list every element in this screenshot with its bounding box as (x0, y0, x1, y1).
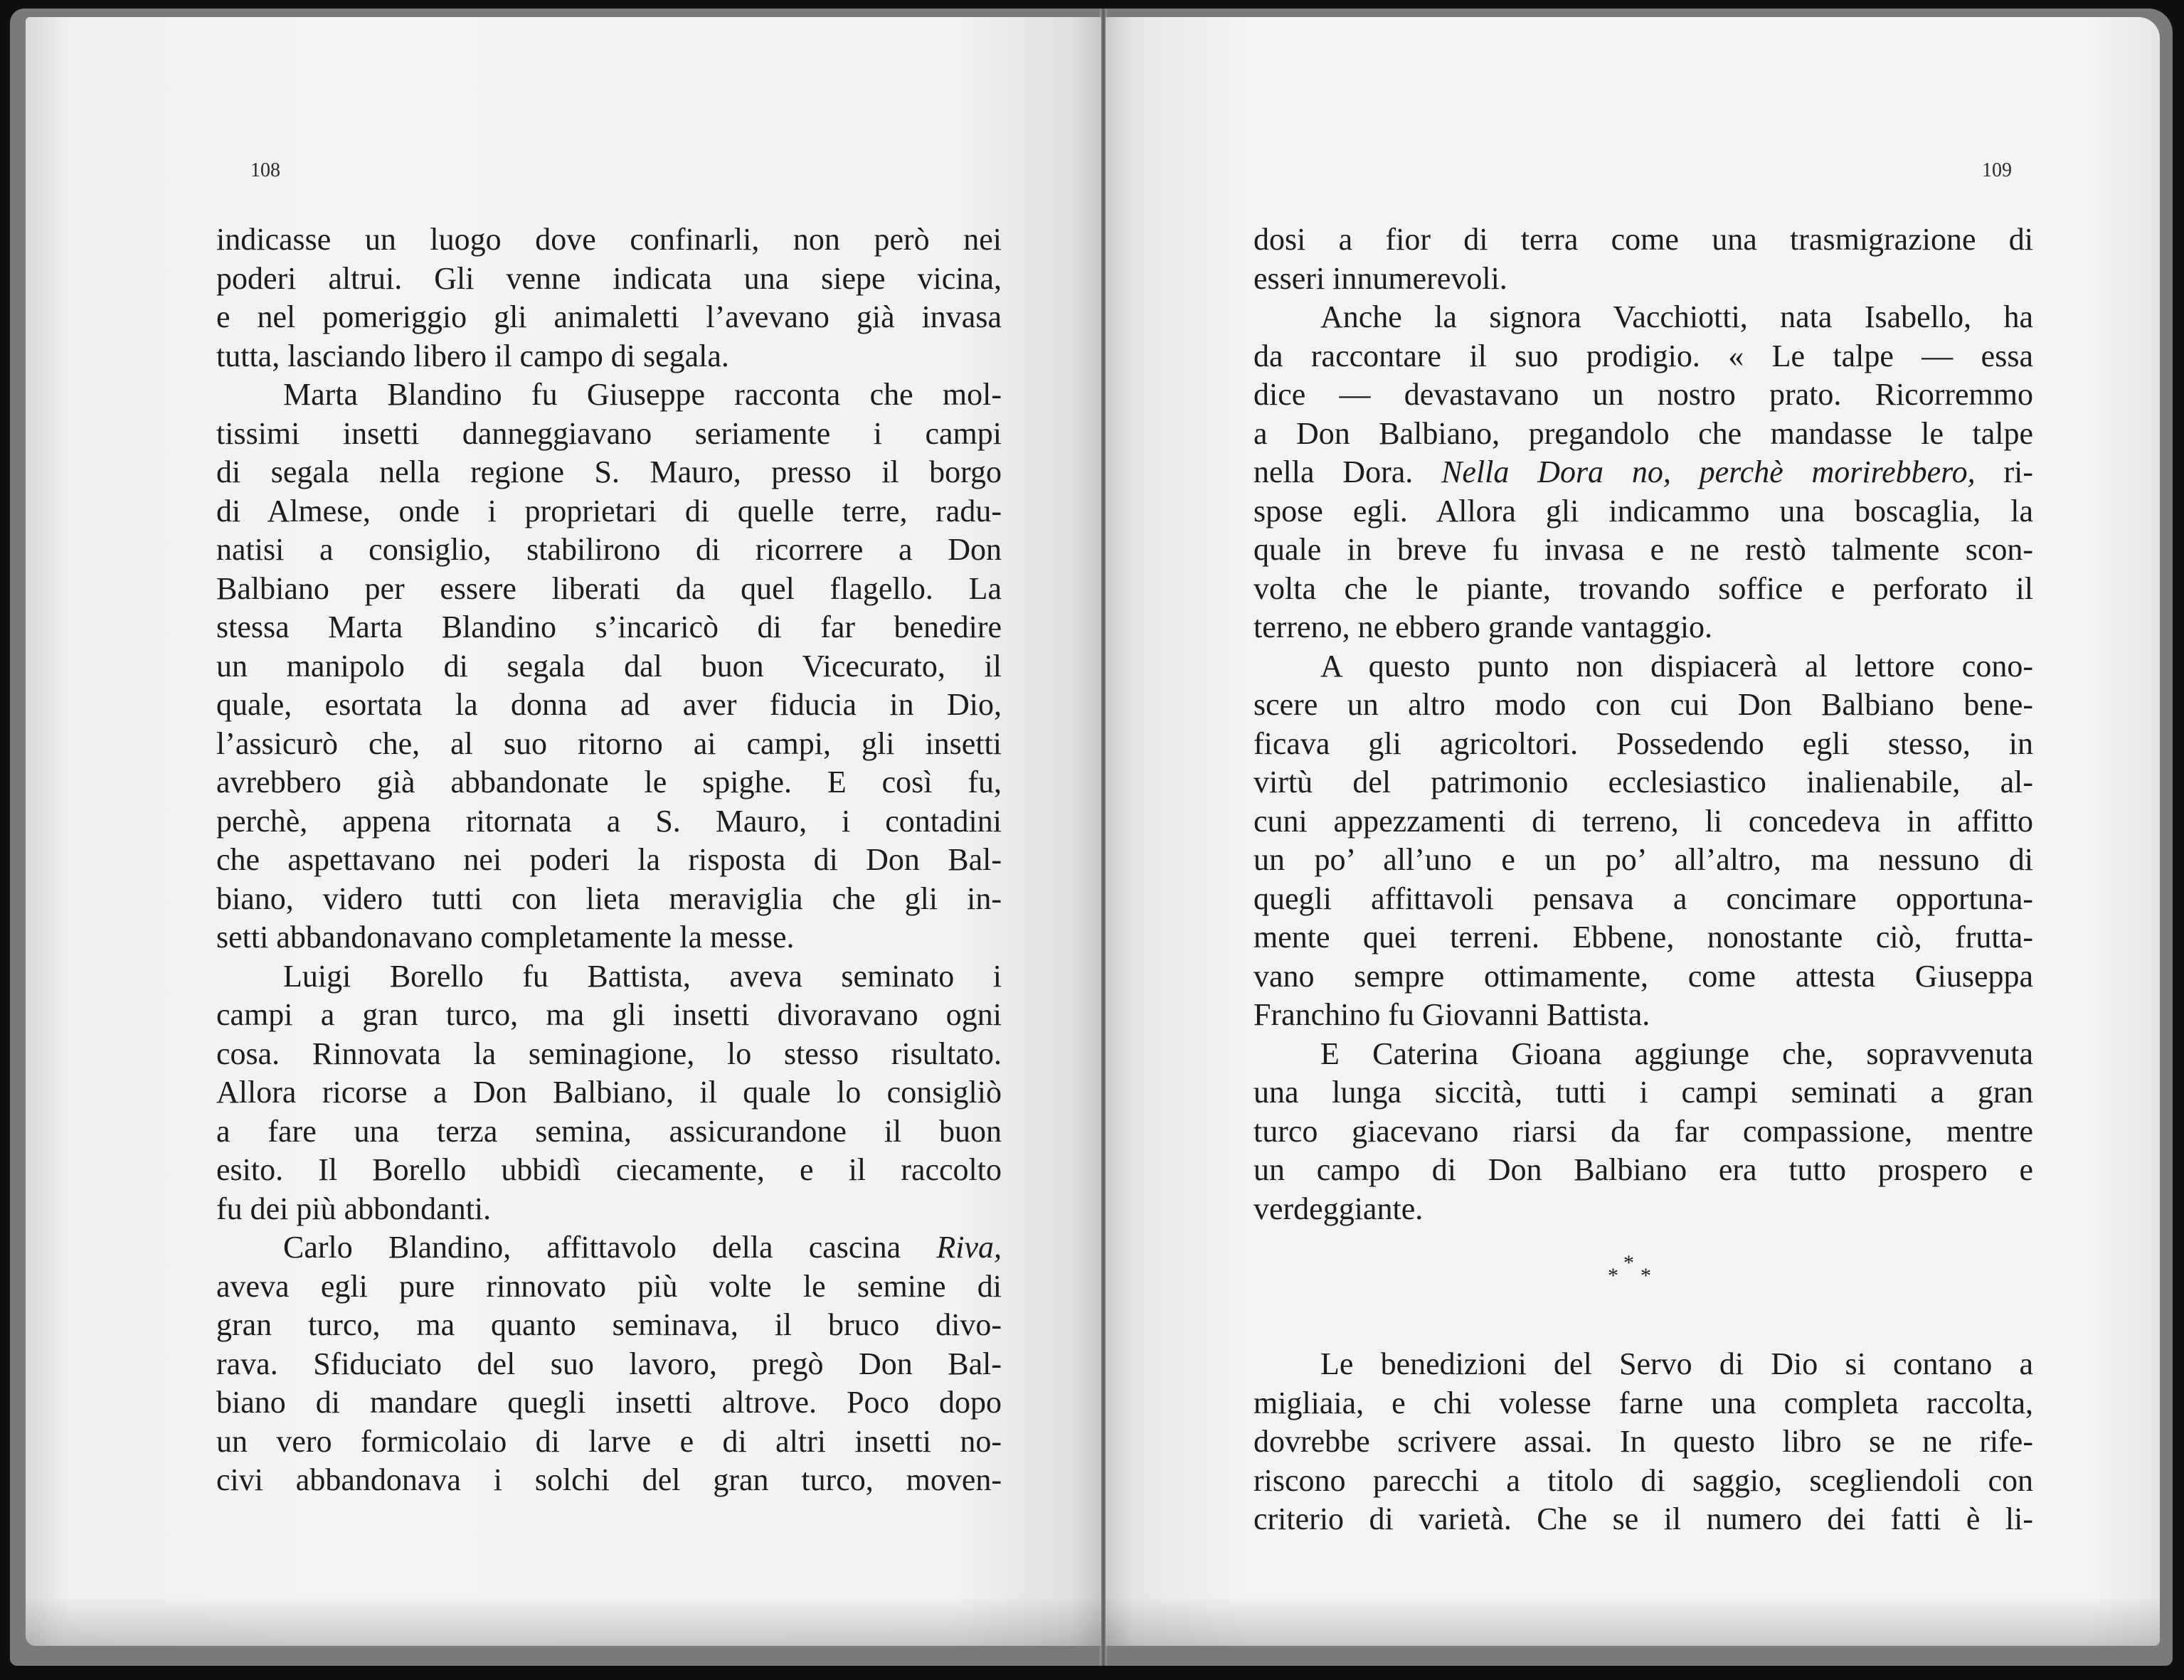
asterisk-left: * (1608, 1264, 1618, 1287)
text-line: stessa Marta Blandino s’incaricò di far benedire (216, 610, 1002, 644)
text-line: un po’ all’uno e un po’ all’altro, ma nessuno di (1253, 842, 2033, 877)
text-line: dovrebbe scrivere assai. In questo libro se ne rife- (1253, 1424, 2033, 1459)
text-line: a fare una terza semina, assicurandone il buon (216, 1113, 1002, 1149)
text-line: un campo di Don Balbiano era tutto prospero e (1253, 1152, 2033, 1187)
right-page (1106, 17, 2160, 1646)
text-line-start: nella Dora. (1253, 454, 1442, 489)
text-line: spose egli. Allora gli indicammo una boscaglia, la (1253, 493, 2033, 528)
text-line: scere un altro modo con cui Don Balbiano bene- (1253, 687, 2033, 722)
text-line: e nel pomeriggio gli animaletti l’avevano già invasa (216, 299, 1002, 334)
text-line: natisi a consiglio, stabilirono di ricorrere a Don (216, 532, 1002, 567)
text-line: un manipolo di segala dal buon Vicecurato, il (216, 648, 1002, 684)
text-line: quale, esortata la donna ad aver fiducia in Dio, (216, 687, 1002, 722)
text-line: terreno, ne ebbero grande vantaggio. (1253, 610, 1713, 644)
text-line: da raccontare il suo prodigio. « Le talpe — essa (1253, 338, 2033, 373)
text-line: rava. Sfiduciato del suo lavoro, pregò Don Bal- (216, 1346, 1002, 1381)
text-line: dice — devastavano un nostro prato. Ricorremmo (1253, 377, 2033, 412)
text-line: fu dei più abbondanti. (216, 1191, 492, 1226)
text-line (1253, 453, 2033, 492)
page-number: 109 (1982, 159, 2012, 181)
text-line: A questo punto non dispiacerà al lettore cono- (1320, 648, 2033, 684)
text-line: mente quei terreni. Ebbene, nonostante ciò, frutta- (1253, 920, 2033, 955)
text-line: gran turco, ma quanto seminava, il bruco divo- (216, 1307, 1002, 1342)
text-line: dosi a fior di terra come una trasmigrazione di (1253, 222, 2033, 257)
text-line: vano sempre ottimamente, come attesta Giuseppa (1253, 958, 2033, 994)
text-line: tissimi insetti danneggiavano seriamente i campi (216, 415, 1002, 451)
italic-word: Riva, (936, 1230, 1002, 1265)
text-line: ficava gli agricoltori. Possedendo egli stesso, in (1253, 725, 2033, 761)
text-line: civi abbandonava i solchi del gran turco, moven- (216, 1462, 1002, 1497)
open-book (10, 9, 2173, 1666)
page-number: 108 (250, 159, 280, 181)
text-line (216, 1228, 1002, 1267)
text-line: perchè, appena ritornata a S. Mauro, i contadini (216, 803, 1002, 839)
text-line: Luigi Borello fu Battista, aveva seminato i (283, 958, 1002, 994)
text-line: che aspettavano nei poderi la risposta di Don Bal- (216, 842, 1002, 877)
text-line: verdeggiante. (1253, 1191, 1424, 1226)
text-line: biano di mandare quegli insetti altrove. Poco dopo (216, 1385, 1002, 1420)
text-line: di segala nella regione S. Mauro, presso il borgo (216, 454, 1002, 489)
text-line: Marta Blandino fu Giuseppe racconta che mol- (283, 377, 1002, 412)
left-page (26, 17, 1101, 1646)
section-separator-asterism (1253, 1228, 2033, 1314)
text-line: riscono parecchi a titolo di saggio, scegliendoli con (1253, 1462, 2033, 1498)
text-line: di Almese, onde i proprietari di quelle terre, radu- (216, 493, 1002, 528)
text-line: E Caterina Gioana aggiunge che, sopravvenuta (1320, 1036, 2033, 1071)
text-line: Balbiano per essere liberati da quel flagello. La (216, 570, 1002, 606)
text-line: indicasse un luogo dove confinarli, non però nei (216, 222, 1002, 257)
text-line: poderi altrui. Gli venne indicata una siepe vicina, (216, 260, 1002, 296)
text-line: una lunga siccità, tutti i campi seminati a gran (1253, 1075, 2033, 1110)
asterisk-right: * (1640, 1264, 1651, 1287)
text-line: setti abbandonavano completamente la messe. (216, 920, 795, 955)
text-line-end: ri- (2003, 454, 2034, 489)
text-line-start: Carlo Blandino, affittavolo della cascina (283, 1230, 937, 1265)
text-line: Anche la signora Vacchiotti, nata Isabello, ha (1320, 299, 2033, 334)
asterisk-top: * (1623, 1251, 1634, 1275)
spacer (1253, 1314, 2033, 1345)
text-line: virtù del patrimonio ecclesiastico inalienabile, al- (1253, 765, 2033, 799)
text-line: volta che le piante, trovando soffice e perforato il (1253, 570, 2033, 606)
text-line: aveva egli pure rinnovato più volte le semine di (216, 1268, 1002, 1304)
text-line: quegli affittavoli pensava a concimare opportuna- (1253, 881, 2033, 916)
text-line: Franchino fu Giovanni Battista. (1253, 997, 1650, 1032)
text-line: Le benedizioni del Servo di Dio si contano a (1320, 1346, 2033, 1381)
text-line: Allora ricorse a Don Balbiano, il quale lo consigliò (216, 1075, 1002, 1110)
text-line: biano, videro tutti con lieta meraviglia che gli in- (216, 881, 1002, 916)
text-line: criterio di varietà. Che se il numero dei fatti è li- (1253, 1501, 2033, 1536)
text-line: cosa. Rinnovata la seminagione, lo stesso risultato. (216, 1036, 1002, 1071)
left-page-text (216, 220, 1002, 1500)
text-line: tutta, lasciando libero il campo di segala. (216, 338, 729, 373)
right-page-text (1253, 220, 2033, 1539)
text-line: esito. Il Borello ubbidì ciecamente, e il raccolto (216, 1152, 1002, 1187)
text-line: quale in breve fu invasa e ne restò talmente scon- (1253, 532, 2033, 567)
text-line: un vero formicolaio di larve e di altri insetti no- (216, 1423, 1002, 1459)
text-line: avrebbero già abbandonate le spighe. E così fu, (216, 765, 1002, 799)
text-line: l’assicurò che, al suo ritorno ai campi, gli insetti (216, 725, 1002, 761)
page-shadow (1106, 1596, 2160, 1646)
italic-phrase: Nella Dora no, perchè morirebbero, (1441, 454, 1976, 489)
text-line: a Don Balbiano, pregandolo che mandasse le talpe (1253, 415, 2033, 451)
text-line: esseri innumerevoli. (1253, 260, 1507, 296)
text-line: campi a gran turco, ma gli insetti divoravano ogni (216, 997, 1002, 1032)
page-shadow (26, 1596, 1101, 1646)
text-line: migliaia, e chi volesse farne una completa raccolta, (1253, 1385, 2033, 1420)
text-line: cuni appezzamenti di terreno, li concedeva in affitto (1253, 803, 2033, 839)
text-line: turco giacevano riarsi da far compassione, mentre (1253, 1113, 2033, 1149)
